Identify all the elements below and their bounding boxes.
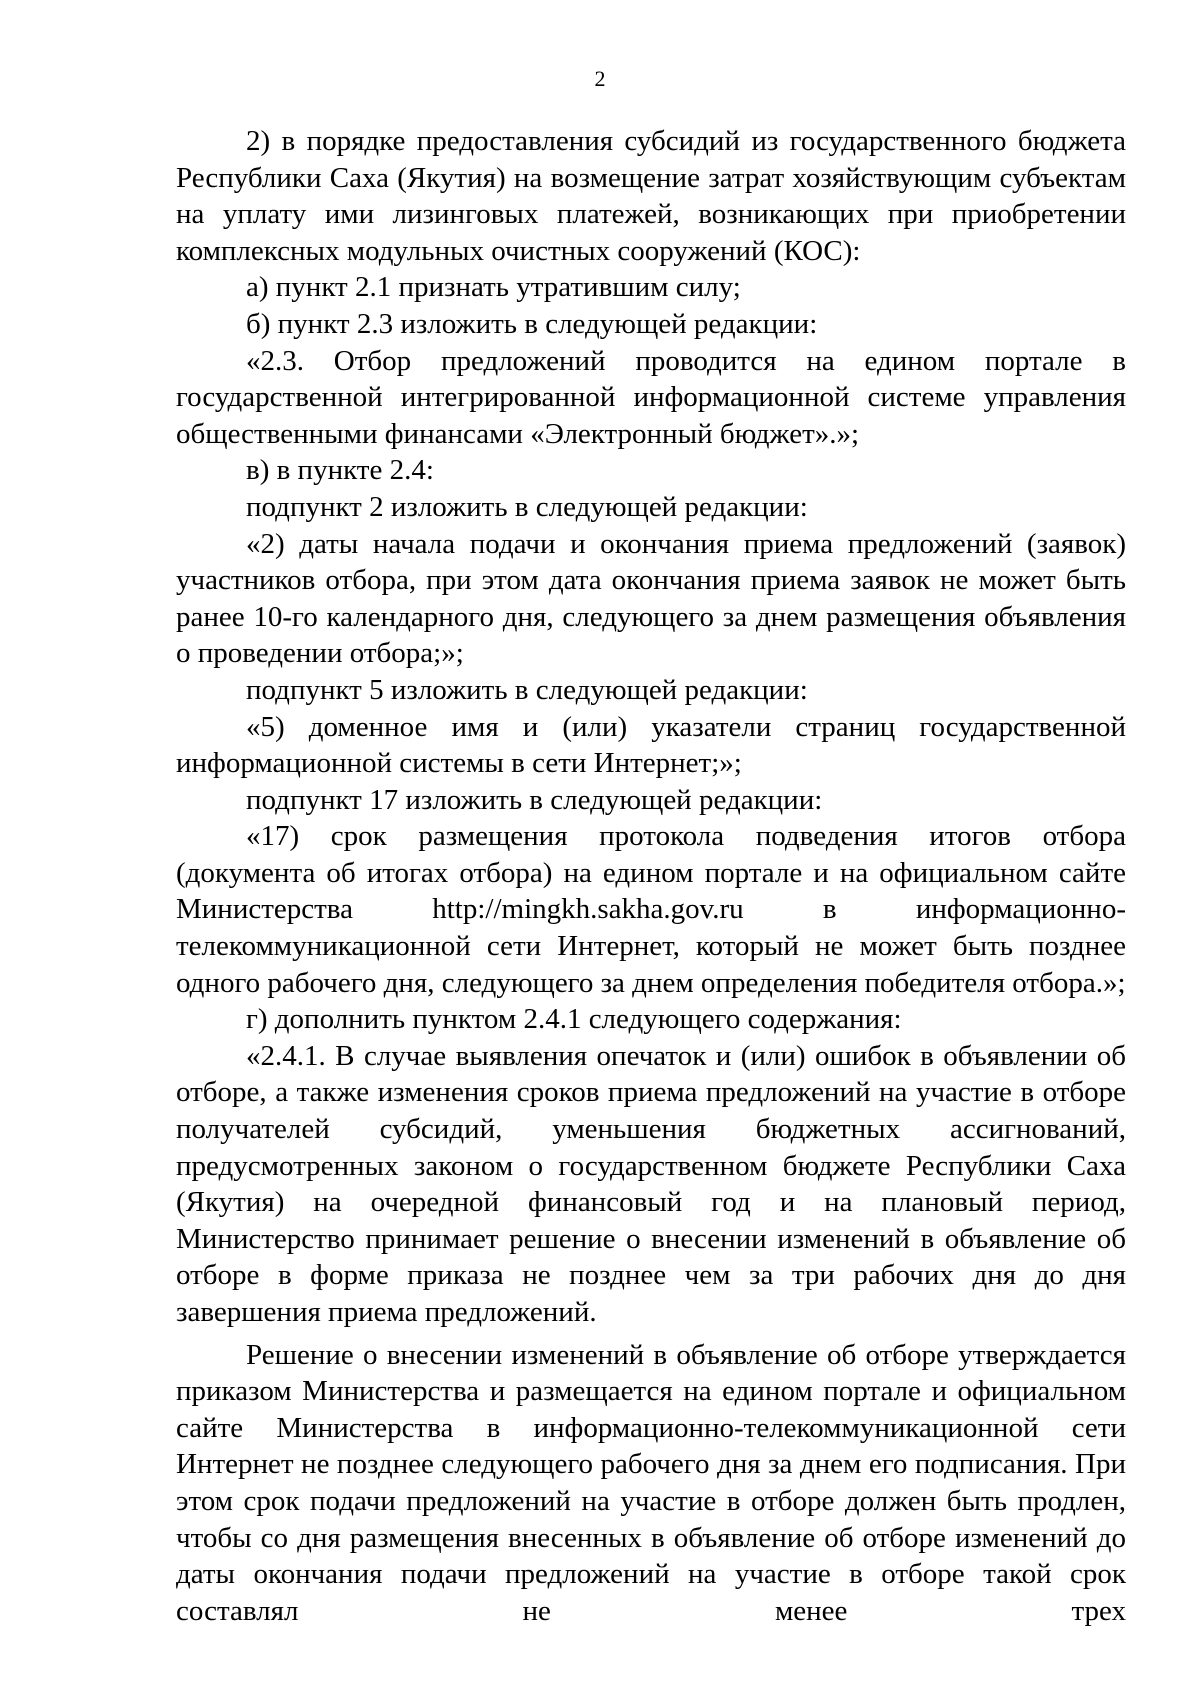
paragraph-subitem-v: в) в пункте 2.4:: [246, 454, 434, 487]
document-body: [176, 123, 1126, 1629]
paragraph-subitem-g: г) дополнить пунктом 2.4.1 следующего содержания:: [246, 1003, 902, 1036]
paragraph-item-2-intro: 2) в порядке предоставления субсидий из государственного бюджета Республики Саха (Якутия) на возмещение затрат хозяйствующим субъектам на уплату ими лизинговых платежей, возникающих при приобретении комплексных модульных очистных сооружений (КОС):: [176, 125, 1126, 267]
paragraph-quote-subpoint-2: «2) даты начала подачи и окончания приема предложений (заявок) участников отбора, при этом дата окончания приема заявок не может быть ранее 10-го календарного дня, следующего за днем размещения объявления о проведении отбора;»;: [176, 527, 1126, 670]
paragraph-subitem-b: б) пункт 2.3 изложить в следующей редакции:: [246, 307, 818, 340]
paragraph-quote-2-4-1: «2.4.1. В случае выявления опечаток и (или) ошибок в объявлении об отборе, а также изменения сроков приема предложений на участие в отборе получателей субсидий, уменьшения бюджетных ассигнований, предусмотренных законом о государственном бюджете Республики Саха (Якутия) на очередной финансовый год и на плановый период, Министерство принимает решение о внесении изменений в объявление об отборе в форме приказа не позднее чем за три рабочих дня до дня завершения приема предложений.: [176, 1039, 1126, 1328]
paragraph-decision: Решение о внесении изменений в объявление об отборе утверждается приказом Министерства и размещается на едином портале и официальном сайте Министерства в информационно-телекоммуникационной сети Интернет не позднее следующего рабочего дня за днем его подписания. При этом срок подачи предложений на участие в отборе должен быть продлен, чтобы со дня размещения внесенных в объявление об отборе изменений до даты окончания подачи предложений на участие в отборе такой срок составлял не менее трех: [176, 1338, 1126, 1627]
paragraph-subpoint-2-heading: подпункт 2 изложить в следующей редакции:: [246, 490, 808, 523]
paragraph-quote-subpoint-17: «17) срок размещения протокола подведения итогов отбора (документа об итогах отбора) на едином портале и на официальном сайте Министерства http://mingkh.sakha.gov.ru в информационно-телекоммуникационной сети Интернет, который не может быть позднее одного рабочего дня, следующего за днем определения победителя отбора.»;: [176, 820, 1126, 999]
paragraph-subpoint-17-heading: подпункт 17 изложить в следующей редакции:: [246, 783, 823, 816]
paragraph-quote-2-3: «2.3. Отбор предложений проводится на едином портале в государственной интегрированной информационной системе управления общественными финансами «Электронный бюджет».»;: [176, 344, 1126, 450]
paragraph-subitem-a: а) пункт 2.1 признать утратившим силу;: [246, 271, 741, 304]
paragraph-subpoint-5-heading: подпункт 5 изложить в следующей редакции:: [246, 673, 808, 706]
page-number: 2: [594, 66, 606, 91]
paragraph-quote-subpoint-5: «5) доменное имя и (или) указатели страниц государственной информационной системы в сети Интернет;»;: [176, 710, 1126, 780]
